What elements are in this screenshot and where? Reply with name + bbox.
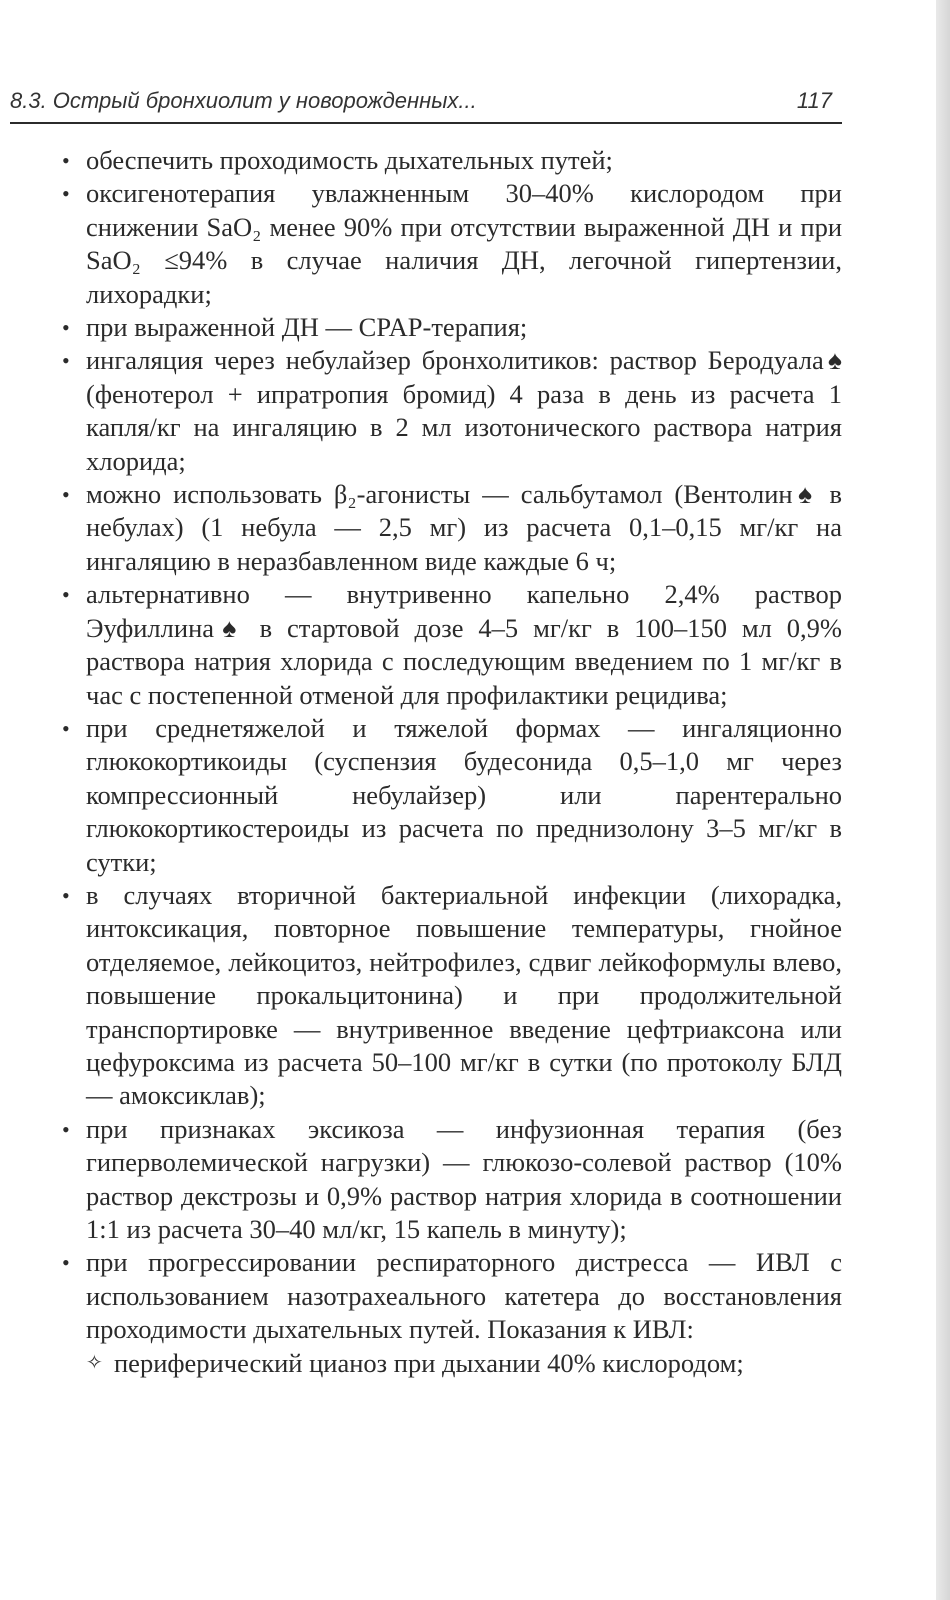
- list-item: [58, 177, 842, 311]
- list-item-text: при прогрессировании респираторного дистресса — ИВЛ с использованием назотрахеального катетера до восстановления проходимости дыхательных путей. Показания к ИВЛ:: [86, 1247, 842, 1345]
- list-item-text: при признаках эксикоза — инфузионная терапия (без гиперволемической нагрузки) — глюкозо-солевой раствор (10% раствор декстрозы и 0,9% раствор натрия хлорида в соотношении 1:1 из расчета 30–40 мл/кг, 15 капель в минуту);: [86, 1113, 842, 1244]
- page-edge-shadow: [936, 0, 950, 1600]
- bullet-icon: •: [62, 715, 70, 741]
- section-title: 8.3. Острый бронхиолит у новорожденных...: [10, 88, 477, 113]
- bullet-icon: •: [62, 348, 70, 374]
- page-body: [58, 144, 842, 1380]
- list-item-text: альтернативно — внутривенно капельно 2,4% раствор Эуфиллина♠ в стартовой дозе 4–5 мг/кг в 100–150 мл 0,9% раствора натрия хлорида с последующим введением по 1 мг/кг в час с постепенной отменой для профилактики рецидива;: [86, 579, 842, 710]
- list-item: [58, 578, 842, 712]
- list-item-text: можно использовать β₂-агонисты — сальбутамол (Вентолин♠ в небулах) (1 небула — 2,5 мг) из расчета 0,1–0,15 мг/кг на ингаляцию в неразбавленном виде каждые 6 ч;: [86, 479, 842, 576]
- bullet-list: [58, 144, 842, 1347]
- list-item-text: при выраженной ДН — CPAP-терапия;: [86, 312, 528, 343]
- bullet-icon: •: [62, 482, 70, 508]
- list-item: [58, 344, 842, 478]
- page-number: 117: [796, 88, 832, 113]
- bullet-icon: •: [62, 148, 70, 173]
- list-item: [58, 478, 842, 578]
- list-item-text: при среднетяжелой и тяжелой формах — ингаляционно глюкокортикоиды (суспензия будесонида 0,5–1,0 мг через компрессионный небулайзер) или парентерально глюкокортикостероиды из расчета по преднизолону 3–5 мг/кг в сутки;: [86, 712, 842, 877]
- bullet-icon: •: [62, 1250, 70, 1276]
- sub-list-item: [58, 1347, 842, 1380]
- list-item: [58, 1113, 842, 1247]
- bullet-icon: •: [62, 582, 70, 608]
- diamond-bullet-icon: ✧: [86, 1351, 103, 1374]
- list-item-text: в случаях вторичной бактериальной инфекции (лихорадка, интоксикация, повторное повышение температуры, гнойное отделяемое, лейкоцитоз, нейтрофилез, сдвиг лейкоформулы влево, повышение прокальцитонина) и при продолжительной транспортировке — внутривенное введение цефтриаксона или цефуроксима из расчета 50–100 мг/кг в сутки (по протоколу БЛД — амоксиклав);: [86, 879, 842, 1111]
- bullet-icon: •: [62, 882, 70, 908]
- list-item: [58, 311, 842, 344]
- list-item-text: оксигенотерапия увлажненным 30–40% кислородом при снижении SaO₂ менее 90% при отсутствии выраженной ДН и при SaO₂ ≤94% в случае наличия ДН, легочной гипертензии, лихорадки;: [86, 178, 842, 309]
- list-item: [58, 712, 842, 879]
- list-item-text: ингаляция через небулайзер бронхолитиков: раствор Беродуала♠ (фенотерол + ипратропия бромид) 4 раза в день из расчета 1 капля/кг на ингаляцию в 2 мл изотонического раствора натрия хлорида;: [86, 345, 842, 476]
- sub-list-item-text: периферический цианоз при дыхании 40% кислородом;: [114, 1347, 744, 1378]
- bullet-icon: •: [62, 315, 70, 341]
- bullet-icon: •: [62, 1116, 70, 1142]
- list-item: [58, 144, 842, 177]
- list-item: [58, 1246, 842, 1346]
- running-header: [10, 86, 842, 124]
- sub-bullet-list: [58, 1347, 842, 1380]
- list-item-text: обеспечить проходимость дыхательных путей;: [86, 145, 613, 175]
- list-item: [58, 879, 842, 1113]
- bullet-icon: •: [62, 181, 70, 207]
